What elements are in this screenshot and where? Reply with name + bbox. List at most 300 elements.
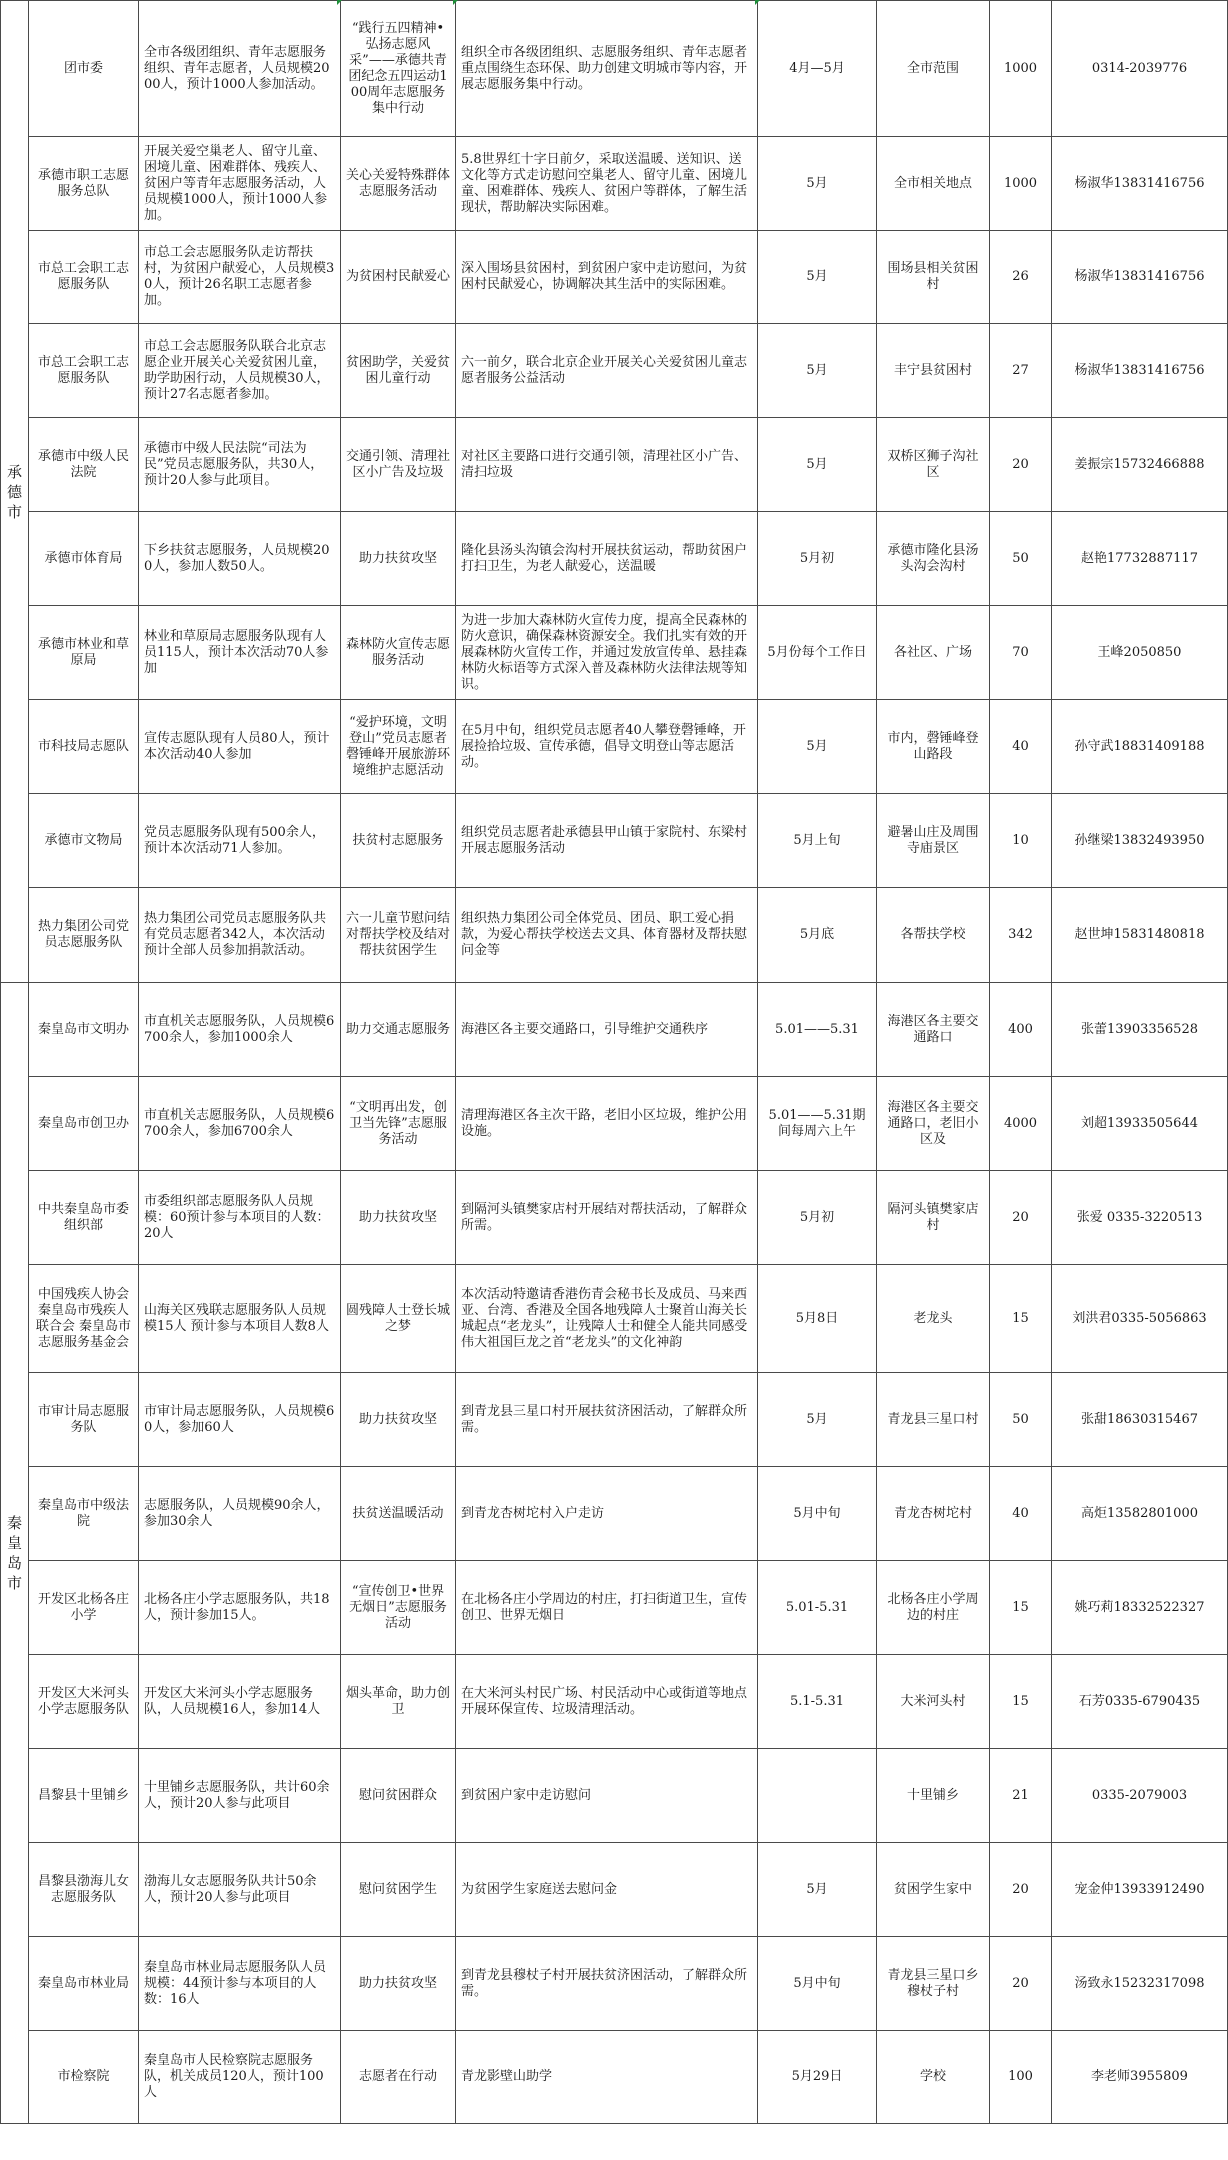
time-cell[interactable] [758,606,877,700]
content-cell[interactable] [456,794,758,888]
content-cell-text: 对社区主要路口进行交通引领，清理社区小广告、清扫垃圾 [461,448,748,480]
project-cell[interactable] [341,2031,456,2124]
place-cell-text: 青龙杏树坨村 [893,1505,972,1521]
org-cell[interactable] [29,1265,139,1373]
contact-cell-text: 张爱 0335-3220513 [1076,1209,1203,1225]
project-cell[interactable] [341,231,456,324]
table-row [1,231,1228,324]
count-cell-text: 70 [1012,644,1029,660]
count-cell-text: 40 [1012,738,1029,754]
content-cell[interactable] [456,512,758,606]
project-cell[interactable] [341,1077,456,1171]
org-cell-text: 开发区大米河头小学志愿服务队 [37,1685,129,1717]
content-cell[interactable] [456,700,758,794]
content-cell[interactable] [456,606,758,700]
count-cell-text: 4000 [1003,1115,1038,1131]
org-cell-text: 市总工会职工志愿服务队 [37,261,129,292]
content-cell[interactable] [456,983,758,1077]
contact-cell-text: 刘超13933505644 [1081,1115,1198,1131]
project-cell[interactable] [341,1937,456,2031]
content-cell-text: 到隔河头镇樊家店村开展结对帮扶活动，了解群众所需。 [461,1201,748,1233]
count-cell[interactable] [990,418,1052,512]
place-cell[interactable] [877,418,990,512]
place-cell-text: 海港区各主要交通路口 [887,1013,979,1045]
time-cell[interactable] [758,418,877,512]
contact-cell[interactable] [1052,1,1228,137]
team-cell-text: 林业和草原局志愿服务队现有人员115人，预计本次活动70人参加 [144,628,329,676]
time-cell-text: 5.1-5.31 [789,1693,844,1709]
contact-cell[interactable] [1052,324,1228,418]
project-cell-text: 六一儿童节慰问结对帮扶学校及结对帮扶贫困学生 [346,911,451,958]
place-cell-text: 围场县相关贫困村 [887,261,979,292]
content-cell-text: 深入围场县贫困村，到贫困户家中走访慰问，为贫困村民献爱心，协调解决其生活中的实际困难。 [461,261,748,292]
content-cell[interactable] [456,1265,758,1373]
count-cell-text: 342 [1008,927,1033,942]
org-cell-text: 秦皇岛市林业局 [37,1975,129,1991]
contact-cell[interactable] [1052,606,1228,700]
time-cell-text: 5.01——5.31 [775,1021,859,1037]
project-cell[interactable] [341,1467,456,1561]
team-cell[interactable] [139,1843,341,1937]
time-cell-text: 5月 [806,269,828,284]
place-cell[interactable] [877,1373,990,1467]
org-cell-text: 承德市职工志愿服务总队 [37,167,129,199]
team-cell[interactable] [139,983,341,1077]
content-cell[interactable] [456,1561,758,1655]
content-cell[interactable] [456,1843,758,1937]
contact-cell-text: 杨淑华13831416756 [1074,362,1205,378]
team-cell[interactable] [139,700,341,794]
count-cell-text: 10 [1012,832,1029,848]
place-cell[interactable] [877,1937,990,2031]
count-cell[interactable] [990,700,1052,794]
team-cell[interactable] [139,1655,341,1749]
content-cell[interactable] [456,231,758,324]
team-cell[interactable] [139,1561,341,1655]
org-cell-text: 市检察院 [57,2069,110,2084]
content-cell-text: 到青龙县三星口村开展扶贫济困活动，了解群众所需。 [461,1403,748,1435]
org-cell-text: 市审计局志愿服务队 [37,1403,129,1435]
content-cell-text: 为进一步加大森林防火宣传力度，提高全民森林的防火意识，确保森林资源安全。我们扎实有效的开展森林防火宣传工作，并通过发放宣传单、悬挂森林防火标语等方式深入普及森林防火法律法规等知识。 [461,612,748,692]
project-cell-text: 关心关爱特殊群体志愿服务活动 [346,167,451,199]
content-cell[interactable] [456,324,758,418]
place-cell-text: 海港区各主要交通路口，老旧小区及 [887,1099,979,1147]
place-cell[interactable] [877,1,990,137]
team-cell[interactable] [139,888,341,983]
place-cell[interactable] [877,700,990,794]
project-cell-text: 森林防火宣传志愿服务活动 [346,636,451,668]
contact-cell[interactable] [1052,983,1228,1077]
place-cell-text: 双桥区狮子沟社区 [887,448,979,480]
time-cell-text: 5.01-5.31 [785,1599,849,1615]
org-cell[interactable] [29,606,139,700]
org-cell[interactable] [29,1561,139,1655]
place-cell[interactable] [877,137,990,231]
content-cell-text: 本次活动特邀请香港伤青会秘书长及成员、马来西亚、台湾、香港及全国各地残障人士聚首山海关长城起点“老龙头”，让残障人士和健全人能共同感受伟大祖国巨龙之首“老龙头”的文化神韵 [461,1286,748,1350]
project-cell[interactable] [341,137,456,231]
team-cell-text: 党员志愿服务队现有500余人，预计本次活动71人参加。 [144,824,325,856]
project-cell[interactable] [341,700,456,794]
count-cell[interactable] [990,1655,1052,1749]
place-cell[interactable] [877,888,990,983]
contact-cell[interactable] [1052,1467,1228,1561]
count-cell[interactable] [990,324,1052,418]
project-cell[interactable] [341,794,456,888]
table-row [1,1843,1228,1937]
count-cell[interactable] [990,512,1052,606]
contact-cell-text: 孙继梁13832493950 [1074,832,1205,848]
time-cell[interactable] [758,1,877,137]
place-cell-text: 大米河头村 [900,1693,966,1709]
team-cell-text: 秦皇岛市人民检察院志愿服务队，机关成员120人，预计100人 [144,2053,324,2100]
project-cell[interactable] [341,1171,456,1265]
time-cell[interactable] [758,1373,877,1467]
contact-cell[interactable] [1052,1937,1228,2031]
project-cell-text: “文明再出发，创卫当先锋”志愿服务活动 [349,1099,447,1147]
count-cell[interactable] [990,1937,1052,2031]
content-cell-text: 到贫困户家中走访慰问 [461,1787,592,1803]
count-cell[interactable] [990,137,1052,231]
count-cell[interactable] [990,794,1052,888]
count-cell-text: 20 [1012,1881,1029,1897]
time-cell[interactable] [758,1937,877,2031]
content-cell[interactable] [456,1,758,137]
time-cell[interactable] [758,888,877,983]
org-cell[interactable] [29,1,139,137]
content-cell-text: 为贫困学生家庭送去慰问金 [461,1881,618,1897]
team-cell[interactable] [139,1171,341,1265]
project-cell-text: “宣传创卫•世界无烟日”志愿服务活动 [349,1583,447,1631]
content-cell-text: 清理海港区各主次干路，老旧小区垃圾，维护公用设施。 [461,1107,748,1139]
project-cell[interactable] [341,324,456,418]
team-cell[interactable] [139,231,341,324]
team-cell-text: 承德市中级人民法院“司法为民”党员志愿服务队，共30人，预计20人参与此项目。 [144,440,324,488]
time-cell[interactable] [758,1561,877,1655]
project-cell-text: 志愿者在行动 [358,2069,437,2084]
contact-cell[interactable] [1052,1077,1228,1171]
org-cell-text: 市科技局志愿队 [37,738,129,754]
project-cell[interactable] [341,1,456,137]
team-cell[interactable] [139,2031,341,2124]
team-cell-text: 北杨各庄小学志愿服务队，共18人，预计参加15人。 [144,1591,330,1623]
org-cell-text: 承德市林业和草原局 [37,636,129,668]
team-cell-text: 渤海儿女志愿服务队共计50余人，预计20人参与此项目 [144,1873,317,1905]
place-cell[interactable] [877,1171,990,1265]
place-cell-text: 全市范围 [906,60,959,76]
place-cell[interactable] [877,231,990,324]
time-cell[interactable] [758,2031,877,2124]
city-cell[interactable] [1,983,29,2124]
place-cell-text: 青龙县三星口乡穆杖子村 [887,1967,979,1999]
count-cell-text: 26 [1012,269,1029,284]
content-cell-text: 青龙影壁山助学 [461,2069,553,2084]
count-cell[interactable] [990,1171,1052,1265]
place-cell-text: 各社区、广场 [893,644,972,660]
project-cell[interactable] [341,983,456,1077]
content-cell-text: 隆化县汤头沟镇会沟村开展扶贫运动，帮助贫困户打扫卫生，为老人献爱心，送温暖 [461,542,748,574]
org-cell[interactable] [29,1171,139,1265]
time-cell-text: 5月 [806,175,828,191]
time-cell[interactable] [758,1077,877,1171]
table-row [1,1655,1228,1749]
count-cell[interactable] [990,1561,1052,1655]
team-cell[interactable] [139,512,341,606]
team-cell[interactable] [139,606,341,700]
team-cell[interactable] [139,1373,341,1467]
time-cell[interactable] [758,1265,877,1373]
place-cell[interactable] [877,1265,990,1373]
count-cell-text: 15 [1012,1693,1029,1709]
org-cell[interactable] [29,512,139,606]
content-cell[interactable] [456,888,758,983]
time-cell[interactable] [758,324,877,418]
org-cell-text: 中共秦皇岛市委组织部 [37,1201,129,1233]
content-cell[interactable] [456,1749,758,1843]
project-cell-text: 交通引领、清理社区小广告及垃圾 [346,448,451,480]
count-cell[interactable] [990,1,1052,137]
place-cell[interactable] [877,512,990,606]
org-cell[interactable] [29,2031,139,2124]
contact-cell-text: 高炬13582801000 [1081,1505,1198,1521]
org-cell[interactable] [29,137,139,231]
cell-comment-marker [337,0,342,5]
time-cell[interactable] [758,794,877,888]
contact-cell[interactable] [1052,231,1228,324]
contact-cell-text: 姜振宗15732466888 [1074,456,1205,472]
contact-cell-text: 赵世坤15831480818 [1074,927,1205,942]
content-cell[interactable] [456,1937,758,2031]
team-cell-text: 市总工会志愿服务队走访帮扶村，为贫困户献爱心，人员规模30人，预计26名职工志愿者参加。 [144,245,335,308]
project-cell[interactable] [341,1843,456,1937]
team-cell-text: 市直机关志愿服务队，人员规模6700余人，参加6700余人 [144,1107,335,1139]
team-cell-text: 十里铺乡志愿服务队，共计60余人，预计20人参与此项目 [144,1779,330,1811]
project-cell[interactable] [341,512,456,606]
team-cell[interactable] [139,794,341,888]
time-cell[interactable] [758,983,877,1077]
org-cell-text: 中国残疾人协会 秦皇岛市残疾人联合会 秦皇岛市志愿服务基金会 [35,1286,132,1350]
contact-cell[interactable] [1052,888,1228,983]
place-cell[interactable] [877,983,990,1077]
project-cell[interactable] [341,888,456,983]
place-cell[interactable] [877,1467,990,1561]
project-cell[interactable] [341,606,456,700]
time-cell-text: 4月—5月 [789,60,845,76]
org-cell[interactable] [29,418,139,512]
team-cell-text: 宣传志愿队现有人员80人，预计本次活动40人参加 [144,730,330,762]
time-cell-text: 5月 [806,456,828,472]
table-row [1,418,1228,512]
count-cell[interactable] [990,1843,1052,1937]
team-cell[interactable] [139,1937,341,2031]
time-cell-text: 5月29日 [791,2069,843,2084]
org-cell[interactable] [29,794,139,888]
project-cell[interactable] [341,1561,456,1655]
contact-cell[interactable] [1052,512,1228,606]
count-cell[interactable] [990,231,1052,324]
contact-cell[interactable] [1052,1843,1228,1937]
place-cell[interactable] [877,2031,990,2124]
project-cell-text: “爱护环境，文明登山”党员志愿者磬锤峰开展旅游环境维护志愿活动 [346,714,451,778]
count-cell[interactable] [990,1265,1052,1373]
org-cell[interactable] [29,231,139,324]
contact-cell-text: 杨淑华13831416756 [1074,269,1205,284]
org-cell[interactable] [29,888,139,983]
contact-cell[interactable] [1052,1373,1228,1467]
time-cell-text: 5月初 [799,1209,835,1225]
content-cell-text: 5.8世界红十字日前夕，采取送温暖、送知识、送文化等方式走访慰问空巢老人、留守儿童、困境儿童、困难群体、残疾人、贫困户等群体，了解生活现状，帮助解决实际困难。 [461,151,748,215]
time-cell-text: 5月 [806,362,828,378]
place-cell[interactable] [877,1843,990,1937]
time-cell[interactable] [758,1171,877,1265]
table-row [1,1561,1228,1655]
contact-cell[interactable] [1052,418,1228,512]
count-cell[interactable] [990,1077,1052,1171]
table-row [1,512,1228,606]
org-cell[interactable] [29,1373,139,1467]
contact-cell[interactable] [1052,2031,1228,2124]
count-cell-text: 20 [1012,456,1029,472]
place-cell[interactable] [877,1655,990,1749]
contact-cell[interactable] [1052,1171,1228,1265]
contact-cell-text: 石芳0335-6790435 [1078,1693,1201,1709]
contact-cell[interactable] [1052,1265,1228,1373]
org-cell[interactable] [29,700,139,794]
team-cell[interactable] [139,1467,341,1561]
team-cell-text: 开展关爱空巢老人、留守儿童、困境儿童、困难群体、残疾人、贫困户等青年志愿服务活动，人员规模1000人，预计1000人参加。 [144,143,328,223]
count-cell-text: 1000 [1003,175,1038,191]
content-cell-text: 海港区各主要交通路口，引导维护交通秩序 [461,1021,709,1037]
content-cell[interactable] [456,1655,758,1749]
time-cell-text: 5.01——5.31期间每周六上午 [768,1107,866,1139]
count-cell[interactable] [990,888,1052,983]
org-cell[interactable] [29,324,139,418]
org-cell[interactable] [29,983,139,1077]
time-cell[interactable] [758,1467,877,1561]
content-cell[interactable] [456,1171,758,1265]
team-cell[interactable] [139,418,341,512]
project-cell[interactable] [341,1265,456,1373]
org-cell-text: 秦皇岛市创卫办 [37,1115,129,1131]
content-cell[interactable] [456,1373,758,1467]
contact-cell-text: 汤致永15232317098 [1074,1975,1205,1991]
org-cell[interactable] [29,1749,139,1843]
team-cell[interactable] [139,1,341,137]
org-cell[interactable] [29,1937,139,2031]
team-cell[interactable] [139,1749,341,1843]
contact-cell[interactable] [1052,1561,1228,1655]
place-cell[interactable] [877,1077,990,1171]
project-cell-text: 助力扶贫攻坚 [358,1209,437,1225]
project-cell[interactable] [341,1373,456,1467]
time-cell-text: 5月 [806,1881,828,1897]
team-cell-text: 市直机关志愿服务队，人员规模6700余人，参加1000余人 [144,1013,335,1045]
place-cell-text: 各帮扶学校 [900,927,966,942]
org-cell-text: 承德市文物局 [44,832,123,848]
contact-cell[interactable] [1052,1749,1228,1843]
org-cell-text: 市总工会职工志愿服务队 [37,354,129,386]
org-cell-text: 承德市体育局 [44,550,123,566]
org-cell[interactable] [29,1843,139,1937]
contact-cell-text: 姚巧莉18332522327 [1074,1599,1205,1615]
place-cell-text: 避暑山庄及周围寺庙景区 [887,824,979,856]
project-cell[interactable] [341,418,456,512]
time-cell[interactable] [758,231,877,324]
contact-cell-text: 0314-2039776 [1091,60,1188,76]
contact-cell[interactable] [1052,137,1228,231]
org-cell[interactable] [29,1467,139,1561]
place-cell[interactable] [877,324,990,418]
team-cell[interactable] [139,324,341,418]
place-cell-text: 隔河头镇樊家店村 [887,1201,979,1233]
team-cell[interactable] [139,1077,341,1171]
time-cell-text: 5月初 [799,550,835,566]
contact-cell-text: 张甜18630315467 [1081,1411,1198,1427]
count-cell[interactable] [990,1749,1052,1843]
team-cell-text: 市总工会志愿服务队联合北京志愿企业开展关心关爱贫困儿童，助学助困行动，人员规模30人，预计27名志愿者参加。 [144,338,330,402]
cell-comment-marker [453,0,458,5]
count-cell-text: 20 [1012,1975,1029,1991]
contact-cell[interactable] [1052,794,1228,888]
count-cell[interactable] [990,2031,1052,2124]
content-cell-text: 到青龙县穆杖子村开展扶贫济困活动，了解群众所需。 [461,1967,748,1999]
table-row [1,983,1228,1077]
count-cell[interactable] [990,1373,1052,1467]
count-cell-text: 21 [1012,1787,1029,1803]
count-cell[interactable] [990,983,1052,1077]
content-cell[interactable] [456,2031,758,2124]
table-row [1,606,1228,700]
count-cell[interactable] [990,1467,1052,1561]
count-cell-text: 15 [1012,1310,1029,1326]
time-cell-text: 5月中旬 [793,1975,841,1991]
count-cell[interactable] [990,606,1052,700]
place-cell-text: 丰宁县贫困村 [893,362,972,378]
org-cell[interactable] [29,1077,139,1171]
time-cell[interactable] [758,1749,877,1843]
team-cell[interactable] [139,1265,341,1373]
content-cell[interactable] [456,1467,758,1561]
time-cell[interactable] [758,1843,877,1937]
org-cell[interactable] [29,1655,139,1749]
time-cell[interactable] [758,700,877,794]
contact-cell[interactable] [1052,700,1228,794]
place-cell[interactable] [877,794,990,888]
contact-cell-text: 宠金仲13933912490 [1074,1881,1205,1897]
city-cell[interactable] [1,1,29,983]
count-cell-text: 20 [1012,1209,1029,1225]
team-cell-text: 市审计局志愿服务队，人员规模60人，参加60人 [144,1403,335,1435]
team-cell[interactable] [139,137,341,231]
content-cell[interactable] [456,1077,758,1171]
time-cell[interactable] [758,512,877,606]
time-cell[interactable] [758,137,877,231]
project-cell[interactable] [341,1749,456,1843]
org-cell-text: 团市委 [63,60,103,76]
content-cell[interactable] [456,418,758,512]
project-cell-text: 圆残障人士登长城之梦 [346,1302,451,1334]
place-cell-text: 青龙县三星口村 [887,1411,979,1427]
project-cell-text: 助力扶贫攻坚 [358,1411,437,1427]
contact-cell[interactable] [1052,1655,1228,1749]
time-cell[interactable] [758,1655,877,1749]
count-cell-text: 100 [1008,2069,1033,2084]
place-cell[interactable] [877,1561,990,1655]
place-cell[interactable] [877,606,990,700]
content-cell[interactable] [456,137,758,231]
place-cell[interactable] [877,1749,990,1843]
project-cell[interactable] [341,1655,456,1749]
table-row [1,1467,1228,1561]
